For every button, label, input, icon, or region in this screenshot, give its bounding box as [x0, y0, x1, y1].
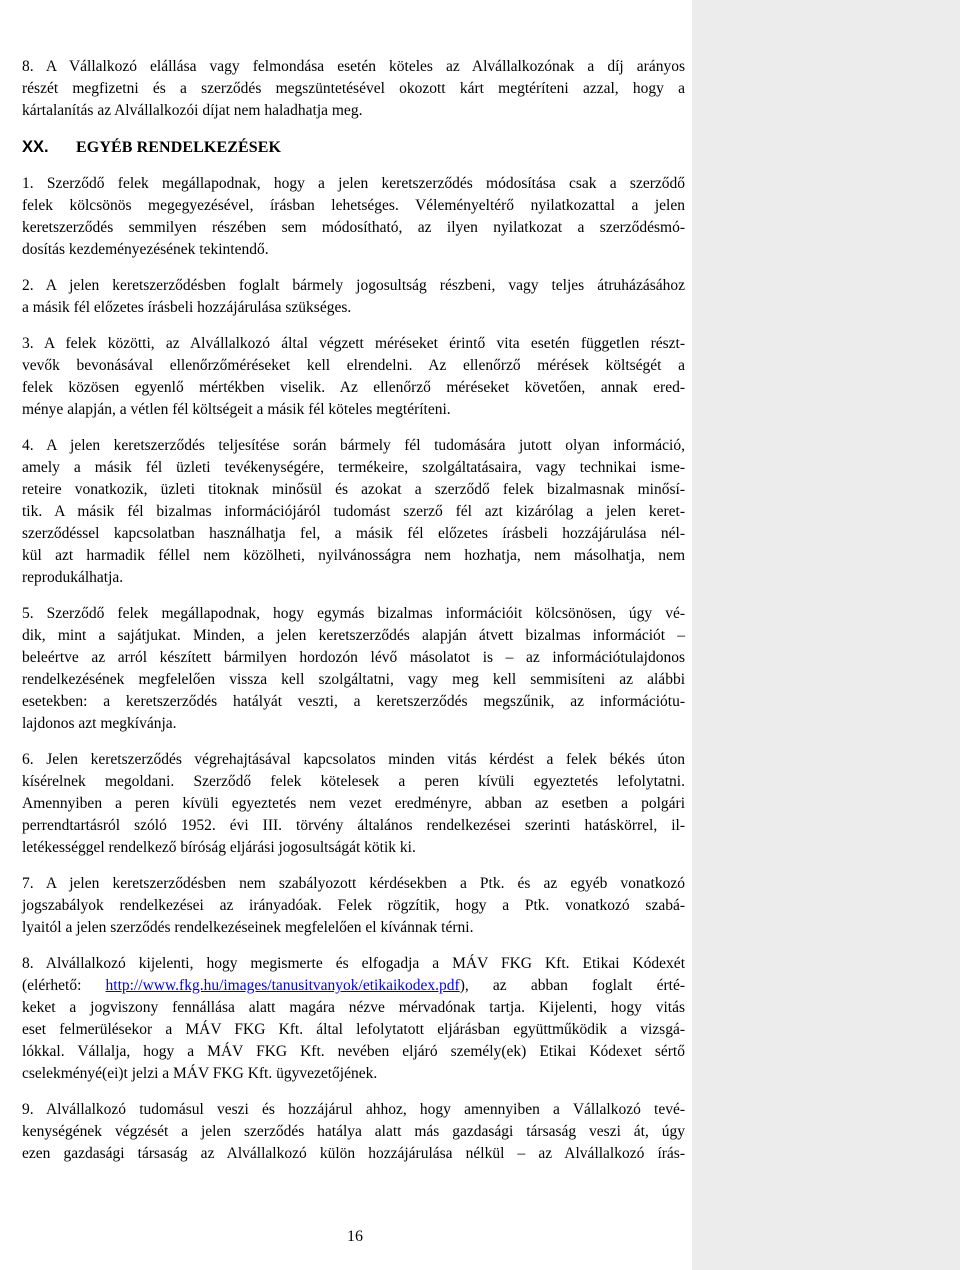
section-number: XX. — [22, 138, 49, 156]
text-line: ménye alapján, a vétlen fél költségeit a másik fél köteles megtéríteni. — [22, 401, 451, 418]
paragraph-2 — [22, 275, 685, 319]
text-line: 2. A jelen keretszerződésben foglalt bármely jogosultság részbeni, vagy teljes átruházásához — [22, 277, 685, 294]
paragraph-1 — [22, 173, 685, 261]
text-line: eset felmerülésekor a MÁV FKG Kft. által lefolytatott eljárásban együttműködik a vizsgá- — [22, 1021, 685, 1038]
paragraph-intro — [22, 56, 685, 122]
text-line: reteire vonatkozik, üzleti titoknak minősül és azokat a szerződő felek bizalmasnak minősí- — [22, 481, 685, 498]
paragraph-3 — [22, 333, 685, 421]
text-line: keretszerződés semmilyen részében sem módosítható, az ilyen nyilatkozat a szerződésmó- — [22, 219, 685, 236]
section-title: EGYÉB RENDELKEZÉSEK — [76, 139, 282, 156]
text-line — [22, 975, 685, 997]
paragraph-4 — [22, 435, 685, 589]
text-line: vevők bevonásával ellenőrzőméréseket kell elrendelni. Az ellenőrző mérések költségét a — [22, 357, 685, 374]
text-line: perrendtartásról szóló 1952. évi III. törvény általános rendelkezései szerinti hatáskörrel, il- — [22, 817, 685, 834]
link-prefix: (elérhető: — [22, 977, 106, 994]
text-line: reprodukálhatja. — [22, 569, 124, 586]
paragraph-9 — [22, 1099, 685, 1165]
text-line: részét megfizetni és a szerződés megszüntetésével okozott kárt megtéríteni azzal, hogy a — [22, 80, 685, 97]
text-line: tik. A másik fél bizalmas információjáról tudomást szerző fél azt kizárólag a jelen keret- — [22, 503, 685, 520]
text-line: rendelkezésének megfelelően vissza kell szolgáltatni, vagy meg kell semmisíteni az alábbi — [22, 671, 685, 688]
text-line: 8. A Vállalkozó elállása vagy felmondása esetén köteles az Alvállalkozónak a díj arányos — [22, 58, 685, 75]
text-line: 6. Jelen keretszerződés végrehajtásával kapcsolatos minden vitás kérdést a felek békés úton — [22, 751, 685, 768]
comment-pane — [692, 0, 960, 1270]
text-line: kísérelnek megoldani. Szerződő felek kötelesek a peren kívüli egyeztetés lefolytatni. — [22, 773, 685, 790]
text-line: esetekben: a keretszerződés hatályát veszti, a keretszerződés megszűnik, az információtu- — [22, 693, 685, 710]
text-line: felek kölcsönös megegyezésével, írásban lehetséges. Véleményeltérő nyilatkozattal a jelen — [22, 197, 685, 214]
paragraph-8 — [22, 953, 685, 1085]
text-line: dik, mint a sajátjukat. Minden, a jelen keretszerződés alapján átvett bizalmas információt – — [22, 627, 685, 644]
text-line: dosítás kezdeményezésének tekintendő. — [22, 241, 269, 258]
document-body — [22, 56, 685, 1165]
text-line: jogszabályok rendelkezései az irányadóak. Felek rögzítik, hogy a Ptk. vonatkozó szabá- — [22, 897, 685, 914]
text-line: beleértve az arról készített bármilyen hordozón lévő másolatot is – az információtulajdonos — [22, 649, 685, 666]
text-line: a másik fél előzetes írásbeli hozzájárulása szükséges. — [22, 299, 352, 316]
text-line: lajdonos azt megkívánja. — [22, 715, 177, 732]
etikai-kodex-link[interactable]: http://www.fkg.hu/images/tanusitvanyok/etikaikodex.pdf — [105, 977, 460, 994]
text-line: lókkal. Vállalja, hogy a MÁV FKG Kft. nevében eljáró személy(ek) Etikai Kódexet sértő — [22, 1043, 685, 1060]
text-line: 9. Alvállalkozó tudomásul veszi és hozzájárul ahhoz, hogy amennyiben a Vállalkozó tevé- — [22, 1101, 685, 1118]
paragraph-5 — [22, 603, 685, 735]
text-line: 5. Szerződő felek megállapodnak, hogy egymás bizalmas információit kölcsönösen, úgy vé- — [22, 605, 685, 622]
text-line: 3. A felek közötti, az Alvállalkozó által végzett méréseket érintő vita esetén független részt- — [22, 335, 685, 352]
text-line: szerződéssel kapcsolatban használhatja fel, a másik fél előzetes írásbeli hozzájárulása nél- — [22, 525, 685, 542]
section-heading — [22, 136, 685, 159]
text-line: 7. A jelen keretszerződésben nem szabályozott kérdésekben a Ptk. és az egyéb vonatkozó — [22, 875, 685, 892]
text-line: felek közösen egyenlő mértékben viselik. Az ellenőrző méréseket követően, annak ered- — [22, 379, 685, 396]
text-line: kenységének végzését a jelen szerződés hatálya alatt más gazdasági társaság veszi át, úgy — [22, 1123, 685, 1140]
text-line: kártalanítás az Alvállalkozói díjat nem haladhatja meg. — [22, 102, 363, 119]
text-line: cselekményé(ei)t jelzi a MÁV FKG Kft. ügyvezetőjének. — [22, 1065, 378, 1082]
text-line: 1. Szerződő felek megállapodnak, hogy a jelen keretszerződés módosítása csak a szerződő — [22, 175, 685, 192]
paragraph-6 — [22, 749, 685, 859]
paragraph-7 — [22, 873, 685, 939]
page-number: 16 — [347, 1228, 363, 1245]
text-line: kül azt harmadik féllel nem közölheti, nyilvánosságra nem hozhatja, nem másolhatja, nem — [22, 547, 685, 564]
text-line: ezen gazdasági társaság az Alvállalkozó külön hozzájárulása nélkül – az Alvállalkozó írás- — [22, 1145, 685, 1162]
text-line: keket a jogviszony fennállása alatt magára nézve mérvadónak tartja. Kijelenti, hogy vitás — [22, 999, 685, 1016]
text-line: Amennyiben a peren kívüli egyeztetés nem vezet eredményre, abban az esetben a polgári — [22, 795, 685, 812]
text-line: letékességgel rendelkező bíróság eljárási jogosultságát kötik ki. — [22, 839, 416, 856]
text-line: lyaitól a jelen szerződés rendelkezéseinek megfelelően el kívánnak térni. — [22, 919, 474, 936]
text-line: amely a másik fél üzleti tevékenységére, termékeire, szolgáltatásaira, vagy technikai isme- — [22, 459, 685, 476]
text-line: 8. Alvállalkozó kijelenti, hogy megismerte és elfogadja a MÁV FKG Kft. Etikai Kódexét — [22, 955, 685, 972]
link-suffix: ), az abban foglalt érté- — [459, 977, 685, 994]
text-line: 4. A jelen keretszerződés teljesítése során bármely fél tudomására jutott olyan információ, — [22, 437, 685, 454]
